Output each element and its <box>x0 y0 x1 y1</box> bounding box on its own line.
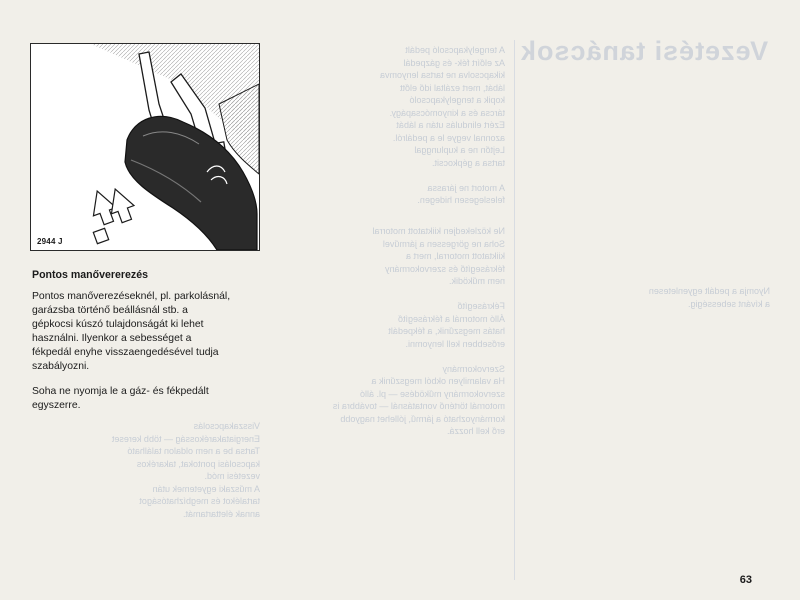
bleed-through-text-4: Nyomja a pedált egyenletesen a kívánt sebességig. <box>648 286 770 309</box>
paragraph-precise-maneuvering: Pontos manőverezéseknél, pl. parkolásnál, garázsba történő beállásnál stb. a gépkocsi kúszó tulajdonságát ki lehet használni. Ilyenkor a sebességet a fékpedál enyhe visszaengedésével tudja szabályozni. <box>32 291 231 372</box>
figure-code: 2944 J <box>37 237 63 246</box>
foot-pedals-illustration <box>31 44 259 250</box>
section-heading: Pontos manővererezés <box>32 269 148 281</box>
bleed-through-title: Vezetési tanácsok <box>520 36 769 66</box>
pedal-illustration <box>30 43 260 251</box>
paragraph-warning: Soha ne nyomja le a gáz- és fékpedált egyszerre. <box>32 386 209 411</box>
bleed-through-text-3: Visszakapcsolás Energiatakarékosság — több kereset Tartsa be a nem oldalon található kapcsolási pontokat, takarékos vezetési mód. A műszaki egyetemek után tartalékot és megbízhatóságot annak élettartamát. <box>111 421 260 519</box>
column-divider <box>514 40 515 580</box>
page-number: 63 <box>739 574 752 586</box>
text-column <box>32 268 264 424</box>
bleed-through-text-2: Ne közlekedjen kiiktatott motorral Soha ne görgessen a járművel kiiktatott motorral, mert a fékrásegítő és szervokormány nem működik. Fékrásegítő Álló motornál a fékrásegítő hatás megszűnik, a fékpedált erősebben kell lenyomni. Szervokormány Ha valamilyen okból megszűnik a szervokormány működése — pl. álló motornál történő vontatásnál — továbbra is kormányozható a jármű, jóllehet nagyobb erő kell hozzá. <box>332 226 505 436</box>
bleed-through-text-1: A tengelykapcsoló pedált Az előírt fék- és gázpedál kikapcsolva ne tartsa lenyomva lábát, mert ezáltal idő előtt kopik a tengelykapcsoló tárcsa és a kinyomócsapágy. Ezért elindulás után a lábát azonnal vegye le a pedálról. Lejtőn ne a kuplunggal tartsa a gépkocsit. A motort ne járassa feleslegesen hidegen. <box>379 45 505 205</box>
